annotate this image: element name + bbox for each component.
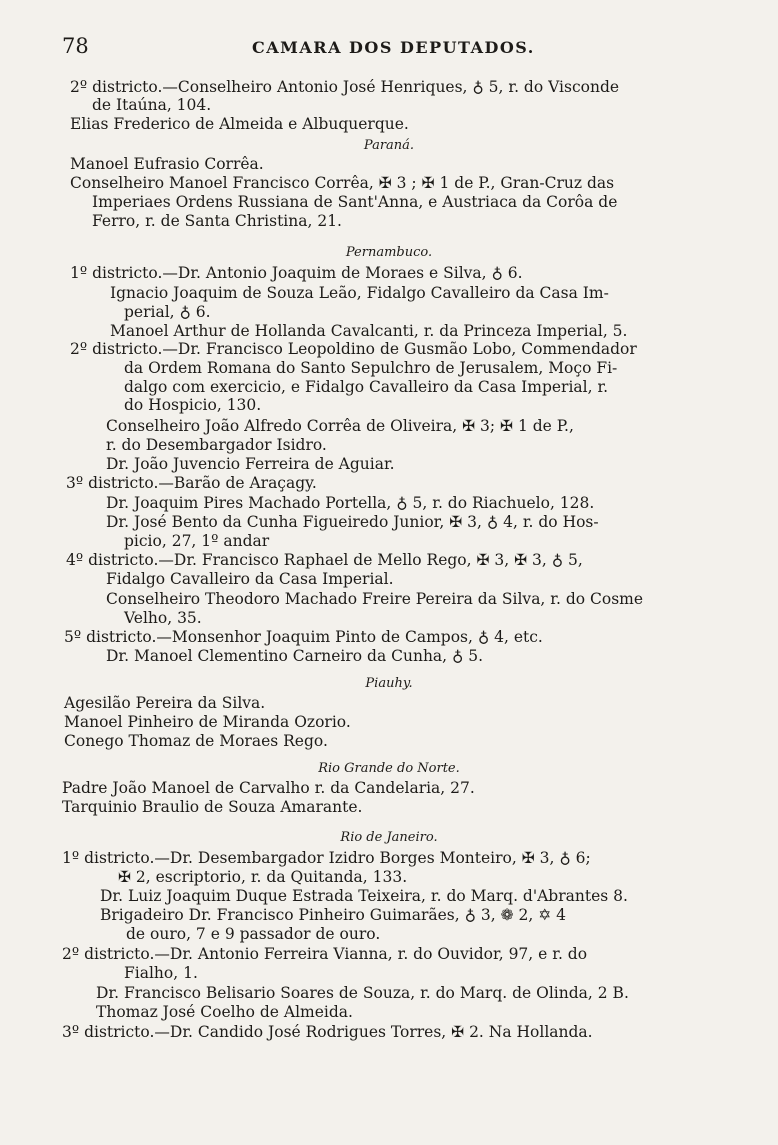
text-line: 1º districto.—Dr. Antonio Joaquim de Moraes e Silva, ♁ 6. xyxy=(70,264,523,282)
text-line: 1º districto.—Dr. Desembargador Izidro Borges Monteiro, ✠ 3, ♁ 6; xyxy=(62,849,591,867)
text-line: Manoel Eufrasio Corrêa. xyxy=(70,155,264,173)
text-line: dalgo com exercicio, e Fidalgo Cavalleiro da Casa Imperial, r. xyxy=(124,378,609,396)
text-line: r. do Desembargador Isidro. xyxy=(106,436,327,454)
section-heading: Rio Grande do Norte. xyxy=(318,761,460,776)
text-line: Manoel Pinheiro de Miranda Ozorio. xyxy=(64,713,351,731)
text-line: Imperiaes Ordens Russiana de Sant'Anna, e Austriaca da Corôa de xyxy=(92,193,618,211)
page-header xyxy=(62,34,622,64)
text-line: Dr. Luiz Joaquim Duque Estrada Teixeira, r. do Marq. d'Abrantes 8. xyxy=(100,887,628,905)
page-title: CAMARA DOS DEPUTADOS. xyxy=(252,38,535,57)
section-heading: Rio de Janeiro. xyxy=(340,830,438,845)
text-line: Manoel Arthur de Hollanda Cavalcanti, r. da Princeza Imperial, 5. xyxy=(110,322,628,340)
text-line: Fidalgo Cavalleiro da Casa Imperial. xyxy=(106,570,394,588)
text-line: Dr. José Bento da Cunha Figueiredo Junior, ✠ 3, ♁ 4, r. do Hos- xyxy=(106,513,599,531)
text-line: Ferro, r. de Santa Christina, 21. xyxy=(92,212,342,230)
text-line: Dr. Francisco Belisario Soares de Souza, r. do Marq. de Olinda, 2 B. xyxy=(96,984,629,1002)
text-line: 5º districto.—Monsenhor Joaquim Pinto de Campos, ♁ 4, etc. xyxy=(64,628,543,646)
text-line: 2º districto.—Dr. Francisco Leopoldino de Gusmão Lobo, Commendador xyxy=(70,340,637,358)
text-line: ✠ 2, escriptorio, r. da Quitanda, 133. xyxy=(118,868,408,886)
text-line: do Hospicio, 130. xyxy=(124,396,262,414)
text-line: 2º districto.—Dr. Antonio Ferreira Vianna, r. do Ouvidor, 97, e r. do xyxy=(62,945,588,963)
section-heading: Paraná. xyxy=(363,138,415,153)
text-line: Conselheiro João Alfredo Corrêa de Oliveira, ✠ 3; ✠ 1 de P., xyxy=(106,417,574,435)
text-line: Dr. João Juvencio Ferreira de Aguiar. xyxy=(106,455,395,473)
text-line: Padre João Manoel de Carvalho r. da Candelaria, 27. xyxy=(62,779,475,797)
text-line: Thomaz José Coelho de Almeida. xyxy=(96,1003,353,1021)
text-line: da Ordem Romana do Santo Sepulchro de Jerusalem, Moço Fi- xyxy=(124,359,618,377)
text-line: Conselheiro Theodoro Machado Freire Pereira da Silva, r. do Cosme xyxy=(106,590,644,608)
text-line: de Itaúna, 104. xyxy=(92,96,212,114)
text-line: picio, 27, 1º andar xyxy=(124,532,270,550)
text-line: Tarquinio Braulio de Souza Amarante. xyxy=(62,798,363,816)
text-line: 2º districto.—Conselheiro Antonio José Henriques, ♁ 5, r. do Visconde xyxy=(70,78,620,96)
text-line: Fialho, 1. xyxy=(124,964,198,982)
text-line: Ignacio Joaquim de Souza Leão, Fidalgo Cavalleiro da Casa Im- xyxy=(110,284,609,302)
text-line: Agesilão Pereira da Silva. xyxy=(64,694,266,712)
text-line: de ouro, 7 e 9 passador de ouro. xyxy=(126,925,381,943)
text-line: 3º districto.—Barão de Araçagy. xyxy=(66,474,317,492)
text-line: Velho, 35. xyxy=(124,609,202,627)
text-line: Elias Frederico de Almeida e Albuquerque. xyxy=(70,115,409,133)
text-line: Dr. Manoel Clementino Carneiro da Cunha, ♁ 5. xyxy=(106,647,484,665)
section-heading: Pernambuco. xyxy=(345,245,433,260)
text-line: Dr. Joaquim Pires Machado Portella, ♁ 5, r. do Riachuelo, 128. xyxy=(106,494,595,512)
section-heading: Piauhy. xyxy=(365,676,413,691)
text-line: Conselheiro Manoel Francisco Corrêa, ✠ 3 ; ✠ 1 de P., Gran-Cruz das xyxy=(70,174,615,192)
text-line: 3º districto.—Dr. Candido José Rodrigues Torres, ✠ 2. Na Hollanda. xyxy=(62,1023,593,1041)
text-line: perial, ♁ 6. xyxy=(124,303,211,321)
page-number: 78 xyxy=(62,34,89,58)
text-line: 4º districto.—Dr. Francisco Raphael de Mello Rego, ✠ 3, ✠ 3, ♁ 5, xyxy=(66,551,583,569)
text-line: Brigadeiro Dr. Francisco Pinheiro Guimarães, ♁ 3, ❁ 2, ✡ 4 xyxy=(100,906,566,924)
text-line: Conego Thomaz de Moraes Rego. xyxy=(64,732,328,750)
